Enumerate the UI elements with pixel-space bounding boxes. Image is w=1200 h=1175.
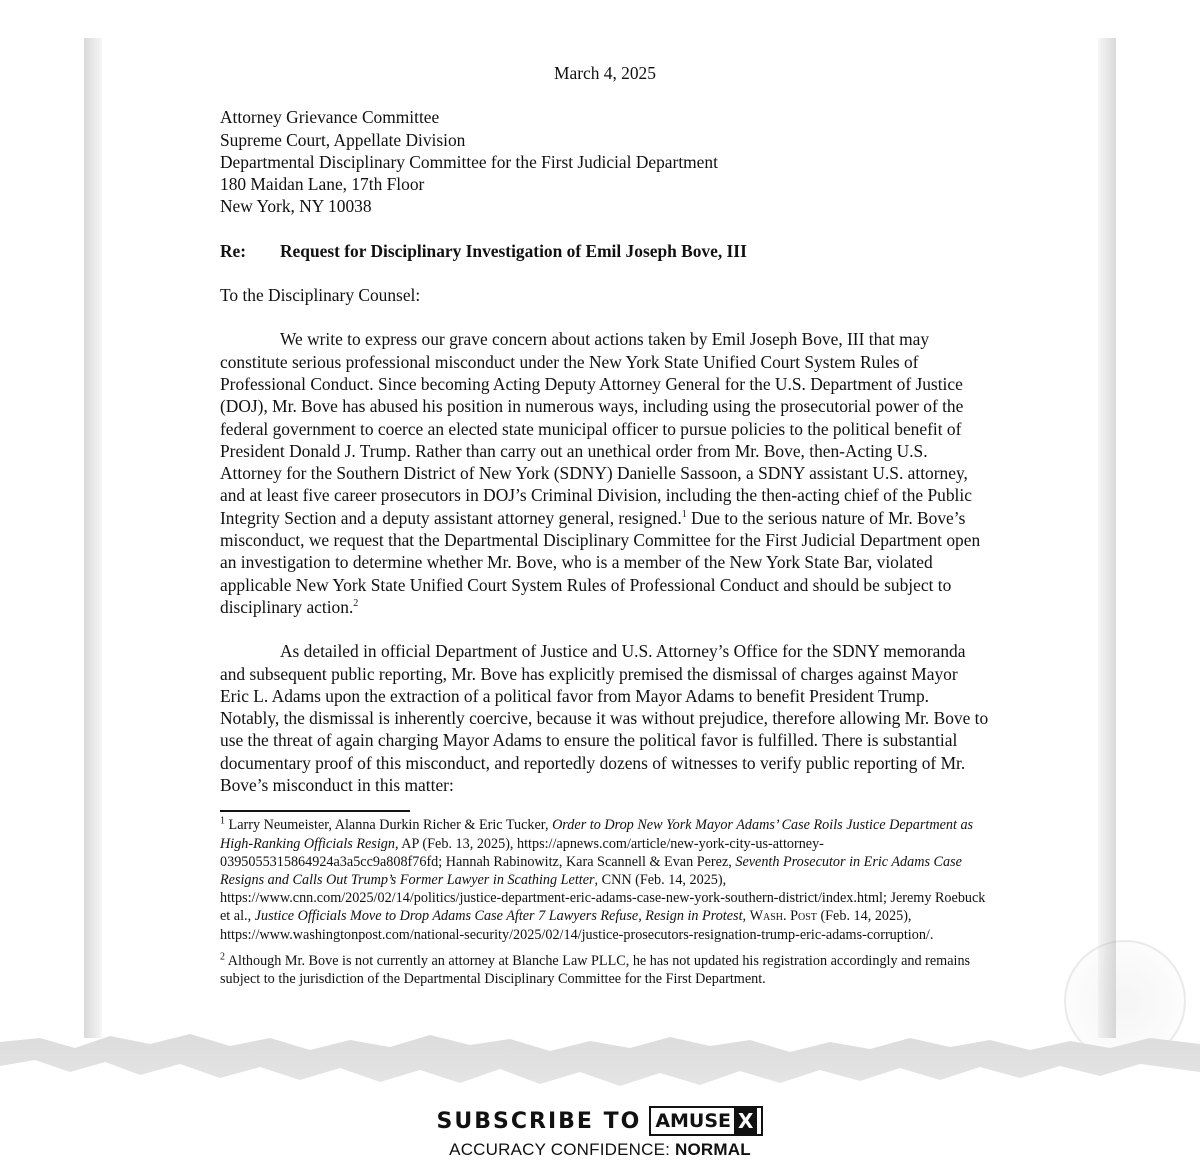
accuracy-confidence [0,1140,1200,1160]
footnote-ref-1: 1 [681,508,687,520]
letter-page [102,38,1098,1068]
address-line: 180 Maidan Lane, 17th Floor [220,174,425,195]
letter-date: March 4, 2025 [554,63,656,83]
page-edge-left [84,38,102,1038]
paragraph-1-text-a: We write to express our grave concern about actions taken by Emil Joseph Bove, III that may constitute serious professional misconduct under the New York State Unified Court System Rules of Professional Conduct. Since becoming Acting Deputy Attorney General for the U.S. Department of Justice (DOJ), Mr. Bove has abused his position in numerous ways, including using the prosecutorial power of the federal government to coerce an elected state municipal officer to pursue policies to the political benefit of President Donald J. Trump. Rather than carry out an unethical order from Mr. Bove, then-Acting U.S. Attorney for the Southern District of New York (SDNY) Danielle Sassoon, a SDNY assistant U.S. attorney, and at least five career prosecutors in DOJ’s Criminal Division, including the then-acting chief of the Public Integrity Section and a deputy assistant attorney general, resigned. [220,329,972,528]
footnote-1-text: (Feb. 14, 2025), https://www.washingtonpost.com/national-security/2025/02/14/justice-prosecutors-resignation-trump-eric-adams-corruption/. [220,908,934,943]
footnote-1-text: , CNN (Feb. 14, 2025), https://www.cnn.com/2025/02/14/politics/justice-department-eric-adams-case-new-york-southern-district/index.html; Jeremy Roebuck et al., [220,871,986,925]
footer-cta [0,1106,1200,1160]
footnote-1-title: Order to Drop New York Mayor Adams’ Case Roils Justice Department as High-Ranking Officials Resign [220,817,974,852]
footnote-2-number: 2 [220,951,225,962]
footnote-1-publication: Wash. Post [749,908,817,925]
paragraph-1-text-b: Due to the serious nature of Mr. Bove’s misconduct, we request that the Departmental Disciplinary Committee for the First Judicial Department open an investigation to determine whether Mr. Bove, who is a member of the New York State Bar, violated applicable New York State Unified Court System Rules of Professional Conduct and should be subject to disciplinary action. [220,507,981,617]
footnote-1 [220,816,990,943]
address-line: Departmental Disciplinary Committee for the First Judicial Department [220,151,718,172]
subject-line [220,240,990,262]
recipient-address [220,106,990,217]
footnotes [220,816,990,988]
address-line: Attorney Grievance Committee [220,107,440,128]
subscribe-banner[interactable] [437,1106,764,1136]
footnote-1-number: 1 [220,815,225,827]
footnote-1-text: , [742,908,750,925]
address-line: Supreme Court, Appellate Division [220,129,466,150]
page-edge-right [1098,38,1116,1038]
footnote-1-title: Seventh Prosecutor in Eric Adams Case Resigns and Calls Out Trump’s Former Lawyer in Scathing Letter [220,853,962,888]
accuracy-value: NORMAL [675,1140,751,1159]
footnote-ref-2: 2 [353,598,359,610]
footnote-2-text: Although Mr. Bove is not currently an attorney at Blanche Law PLLC, he has not updated his registration accordingly and remains subject to the jurisdiction of the Departmental Disciplinary Committee for the First Department. [220,952,971,987]
paragraph-2: As detailed in official Department of Justice and U.S. Attorney’s Office for the SDNY memoranda and subsequent public reporting, Mr. Bove has explicitly premised the dismissal of charges against Mayor Eric L. Adams upon the extraction of a political favor from Mayor Adams to benefit President Trump. Notably, the dismissal is inherently coercive, because it was without prejudice, therefore allowing Mr. Bove to use the threat of again charging Mayor Adams to ensure the political favor is fulfilled. There is substantial documentary proof of this misconduct, and reportedly dozens of witnesses to verify public reporting of Mr. Bove’s misconduct in this matter: [220,641,989,796]
accuracy-label: ACCURACY CONFIDENCE: [449,1140,676,1159]
footnote-1-text: , AP (Feb. 13, 2025), https://apnews.com/article/new-york-city-us-attorney-0395055315864924a3a5cc9a808f76fd; Hannah Rabinowitz, Kara Scannell & Evan Perez, [220,835,824,870]
footnote-2 [220,952,990,988]
footnote-divider [220,810,410,812]
brand-name: AMUSE [655,1110,732,1132]
brand-logo[interactable] [649,1106,763,1136]
letter-body [220,62,990,988]
subscribe-label: SUBSCRIBE TO [436,1108,642,1134]
brand-x-mark: X [734,1108,757,1134]
address-line: New York, NY 10038 [220,196,372,217]
re-label: Re: [220,240,247,261]
paragraph-1 [220,328,990,618]
footnote-1-title: Justice Officials Move to Drop Adams Case After 7 Lawyers Refuse, Resign in Protest [254,908,743,925]
re-subject: Request for Disciplinary Investigation of Emil Joseph Bove, III [280,240,747,261]
salutation: To the Disciplinary Counsel: [220,285,421,306]
footnote-1-text: Larry Neumeister, Alanna Durkin Richer & Eric Tucker, [225,817,553,834]
